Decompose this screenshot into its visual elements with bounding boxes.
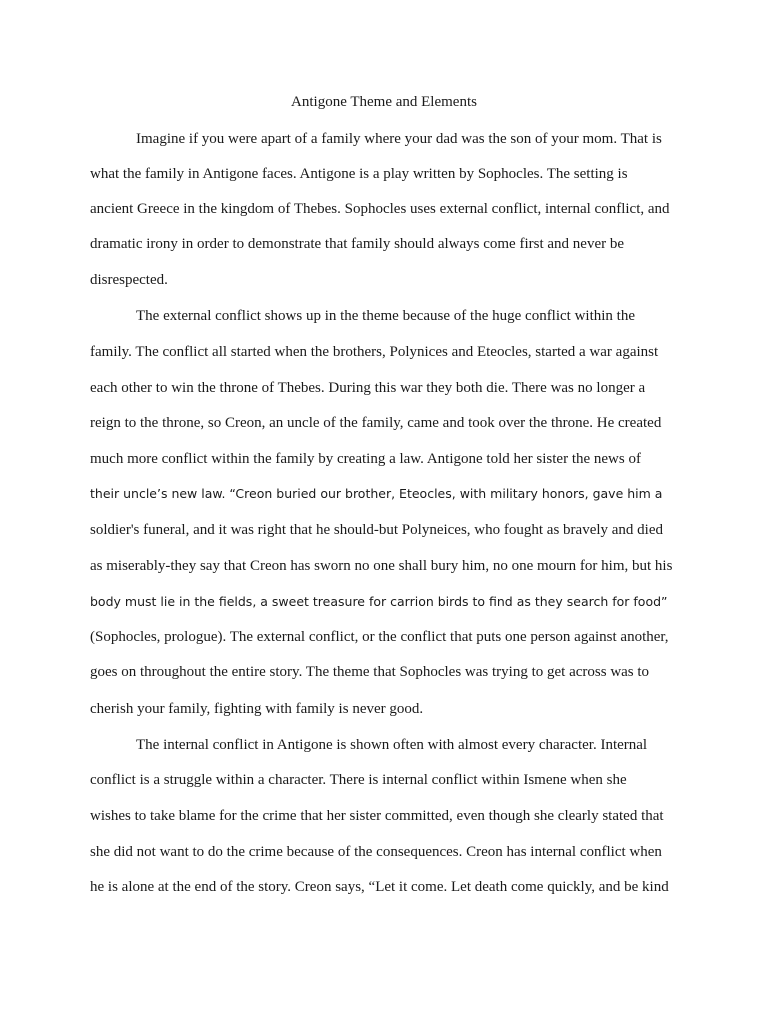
document-title: Antigone Theme and Elements bbox=[291, 94, 477, 110]
paragraph-line: goes on throughout the entire story. The theme that Sophocles was trying to get across was to bbox=[90, 664, 650, 680]
paragraph-line: as miserably-they say that Creon has sworn no one shall bury him, no one mourn for him, but his bbox=[90, 558, 673, 574]
paragraph-line: disrespected. bbox=[90, 272, 168, 288]
paragraph-line: The external conflict shows up in the theme because of the huge conflict within the bbox=[136, 308, 636, 324]
paragraph-line: wishes to take blame for the crime that her sister committed, even though she clearly stated that bbox=[90, 808, 664, 824]
paragraph-line: dramatic irony in order to demonstrate that family should always come first and never be bbox=[90, 236, 625, 252]
paragraph-line: their uncle’s new law. “Creon buried our brother, Eteocles, with military honors, gave him a bbox=[90, 486, 663, 501]
paragraph-line: each other to win the throne of Thebes. During this war they both die. There was no longer a bbox=[90, 380, 646, 396]
paragraph-line: much more conflict within the family by creating a law. Antigone told her sister the news of bbox=[90, 451, 641, 467]
paragraph-line: cherish your family, fighting with family is never good. bbox=[90, 701, 424, 717]
paragraph-line: conflict is a struggle within a character. There is internal conflict within Ismene when she bbox=[90, 772, 627, 788]
paragraph-line: reign to the throne, so Creon, an uncle of the family, came and took over the throne. He created bbox=[90, 415, 662, 431]
paragraph-line: soldier's funeral, and it was right that he should-but Polyneices, who fought as bravely and died bbox=[90, 522, 663, 538]
paragraph-line: ancient Greece in the kingdom of Thebes. Sophocles uses external conflict, internal conflict, and bbox=[90, 201, 670, 217]
paragraph-line: (Sophocles, prologue). The external conflict, or the conflict that puts one person against another, bbox=[90, 629, 669, 645]
paragraph-line: The internal conflict in Antigone is shown often with almost every character. Internal bbox=[136, 737, 648, 753]
paragraph-line: Imagine if you were apart of a family where your dad was the son of your mom. That is bbox=[136, 131, 662, 147]
paragraph-line: family. The conflict all started when the brothers, Polynices and Eteocles, started a war against bbox=[90, 344, 659, 360]
paragraph-line: body must lie in the fields, a sweet treasure for carrion birds to find as they search for food” bbox=[90, 594, 668, 609]
paragraph-line: she did not want to do the crime because of the consequences. Creon has internal conflict when bbox=[90, 844, 662, 860]
paragraph-line: he is alone at the end of the story. Creon says, “Let it come. Let death come quickly, and be kind bbox=[90, 879, 669, 895]
paragraph-line: what the family in Antigone faces. Antigone is a play written by Sophocles. The setting is bbox=[90, 166, 628, 182]
